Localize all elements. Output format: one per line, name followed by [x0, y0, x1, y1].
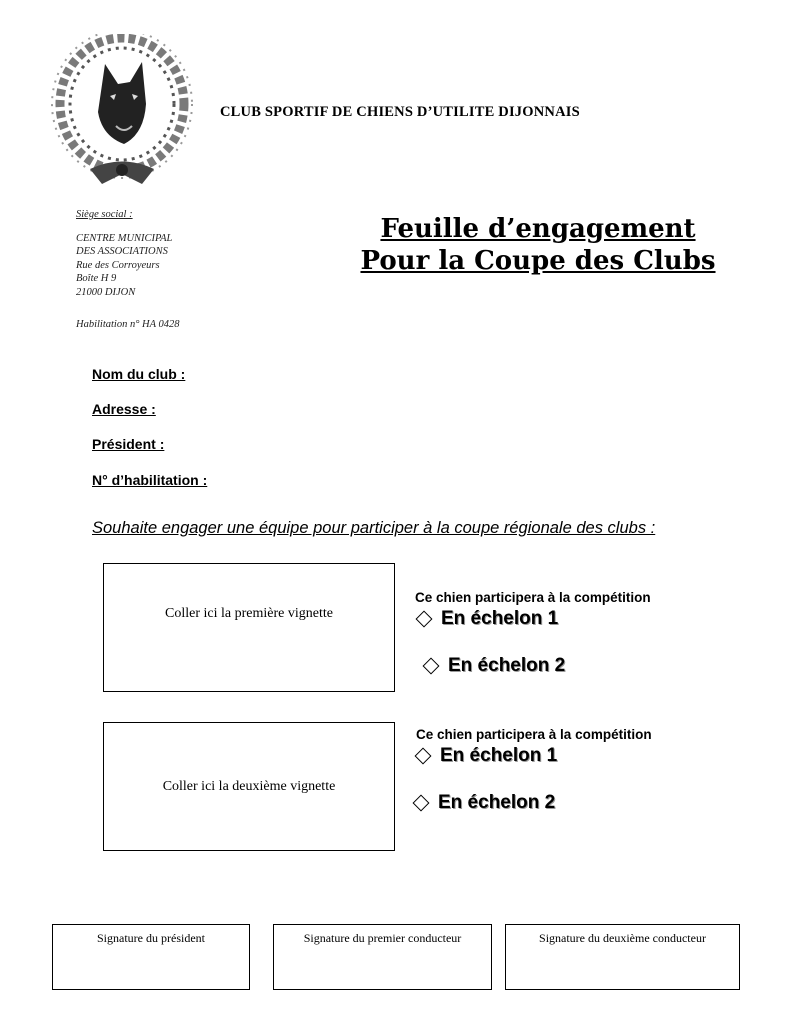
second-echelon-2-option[interactable] [412, 792, 555, 814]
address-line: Rue des Corroyeurs [76, 259, 160, 271]
engagement-statement: Souhaite engager une équipe pour participer à la coupe régionale des clubs : [92, 519, 656, 537]
diamond-checkbox-icon [413, 795, 430, 812]
second-sticker-label: Coller ici la deuxième vignette [162, 778, 336, 794]
head-office-address [76, 208, 179, 332]
first-sticker-label: Coller ici la première vignette [165, 606, 333, 621]
diamond-checkbox-icon [415, 748, 432, 765]
president-signature-label: Signature du président [97, 931, 205, 945]
diamond-checkbox-icon [416, 611, 433, 628]
option-label: En échelon 1 [440, 745, 558, 766]
option-label: En échelon 1 [441, 608, 559, 629]
address-line: DES ASSOCIATIONS [76, 246, 168, 257]
title-line-2: Pour la Coupe des Clubs [360, 246, 716, 276]
second-echelon-1-option[interactable] [414, 745, 557, 767]
first-sticker-box[interactable] [103, 563, 395, 692]
head-office-label: Siège social : [76, 209, 133, 220]
president-field-label: Président : [92, 436, 165, 452]
first-handler-signature-box[interactable] [273, 924, 492, 990]
habilitation-field-label: N° d’habilitation : [92, 472, 208, 488]
first-echelon-1-option[interactable] [415, 608, 558, 630]
page-title [340, 213, 736, 277]
president-signature-box[interactable] [52, 924, 250, 990]
club-name-heading: CLUB SPORTIF DE CHIENS D’UTILITE DIJONNAIS [220, 104, 580, 120]
diamond-checkbox-icon [423, 658, 440, 675]
first-echelon-2-option[interactable] [422, 655, 565, 677]
address-line: CENTRE MUNICIPAL [76, 232, 173, 244]
address-field-label: Adresse : [92, 401, 156, 417]
second-competition-note: Ce chien participera à la compétition [416, 727, 652, 742]
second-handler-signature-label: Signature du deuxième conducteur [539, 931, 706, 945]
title-line-1: Feuille d’engagement [380, 214, 696, 244]
second-sticker-box[interactable] [103, 722, 395, 851]
address-line: 21000 DIJON [76, 286, 136, 298]
club-logo-emblem [50, 34, 195, 194]
second-handler-signature-box[interactable] [505, 924, 740, 990]
first-handler-signature-label: Signature du premier conducteur [303, 931, 462, 945]
first-competition-note: Ce chien participera à la compétition [415, 590, 651, 605]
dog-head-icon [98, 62, 146, 144]
option-label: En échelon 2 [438, 792, 556, 813]
club-name-field-label: Nom du club : [92, 366, 186, 382]
option-label: En échelon 2 [448, 655, 566, 676]
habilitation-number: Habilitation n° HA 0428 [76, 319, 180, 330]
address-line: Boîte H 9 [76, 273, 117, 284]
